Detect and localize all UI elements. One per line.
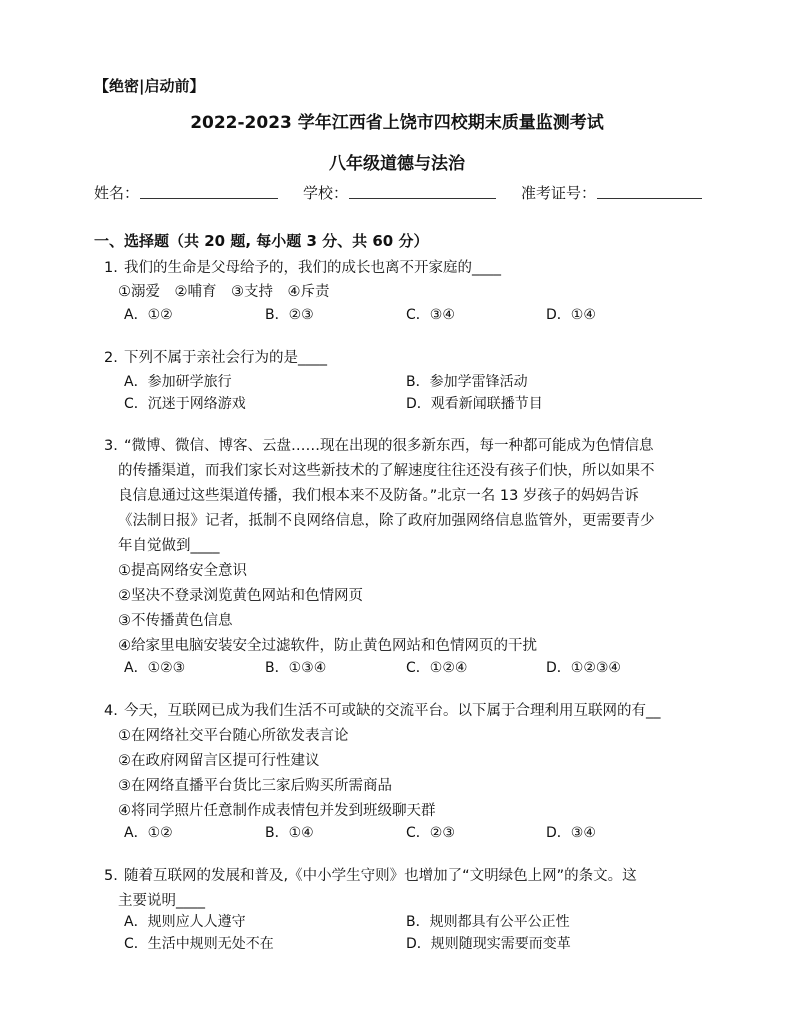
question-5-stem-line-2: 主要说明____ — [118, 893, 205, 909]
question-1-items: ①溺爱 ②哺育 ③支持 ④斥责 — [118, 284, 330, 300]
question-3-option-d[interactable]: D．①②③④ — [546, 660, 621, 676]
school-label: 学校： — [303, 184, 349, 202]
question-1-option-c[interactable]: C．③④ — [406, 307, 455, 323]
question-3-item-1: ①提高网络安全意识 — [118, 563, 247, 579]
question-5-option-b[interactable]: B．规则都具有公平公正性 — [406, 914, 570, 930]
question-1-number: 1. — [104, 260, 118, 276]
exam-title: 2022-2023 学年江西省上饶市四校期末质量监测考试 — [190, 113, 604, 133]
question-3-stem-line-4: 《法制日报》记者，抵制不良网络信息，除了政府加强网络信息监管外，更需要青少 — [118, 513, 655, 529]
question-4-option-c[interactable]: C．②③ — [406, 825, 455, 841]
question-3-item-2: ②坚决不登录浏览黄色网站和色情网页 — [118, 588, 363, 604]
question-4-item-4: ④将同学照片任意制作成表情包并发到班级聊天群 — [118, 803, 436, 819]
question-3-stem-line-2: 的传播渠道，而我们家长对这些新技术的了解速度往往还没有孩子们快，所以如果不 — [118, 463, 655, 479]
id-field[interactable] — [597, 198, 702, 199]
question-4-item-3: ③在网络直播平台货比三家后购买所需商品 — [118, 778, 392, 794]
question-5-stem-line-1: 随着互联网的发展和普及,《中小学生守则》也增加了“文明绿色上网”的条文。这 — [124, 868, 637, 884]
question-3-item-4: ④给家里电脑安装安全过滤软件，防止黄色网站和色情网页的干扰 — [118, 638, 537, 654]
question-3-number: 3. — [104, 438, 118, 454]
question-2-option-b[interactable]: B．参加学雷锋活动 — [406, 374, 528, 390]
name-label: 姓名： — [94, 184, 140, 202]
question-3-stem-line-3: 良信息通过这些渠道传播，我们根本来不及防备。”北京一名 13 岁孩子的妈妈告诉 — [118, 488, 639, 504]
question-3-item-3: ③不传播黄色信息 — [118, 613, 233, 629]
question-2-stem: 下列不属于亲社会行为的是____ — [124, 350, 327, 366]
question-2-number: 2. — [104, 350, 118, 366]
id-label: 准考证号： — [521, 184, 597, 202]
question-5-option-a[interactable]: A．规则应人人遵守 — [124, 914, 246, 930]
question-1-option-a[interactable]: A．①② — [124, 307, 173, 323]
subject-title: 八年级道德与法治 — [329, 154, 465, 174]
question-2-option-c[interactable]: C．沉迷于网络游戏 — [124, 396, 246, 412]
question-3-option-a[interactable]: A．①②③ — [124, 660, 186, 676]
question-4-item-1: ①在网络社交平台随心所欲发表言论 — [118, 728, 349, 744]
question-3-stem-line-1: “微博、微信、博客、云盘……现在出现的很多新东西，每一种都可能成为色情信息 — [124, 438, 654, 454]
question-3-option-b[interactable]: B．①③④ — [265, 660, 327, 676]
question-1-option-d[interactable]: D．①④ — [546, 307, 596, 323]
question-5-number: 5. — [104, 868, 118, 884]
question-4-option-b[interactable]: B．①④ — [265, 825, 314, 841]
question-4-option-a[interactable]: A．①② — [124, 825, 173, 841]
question-4-stem: 今天，互联网已成为我们生活不可或缺的交流平台。以下属于合理利用互联网的有__ — [124, 703, 661, 719]
question-2-option-a[interactable]: A．参加研学旅行 — [124, 374, 232, 390]
question-1-option-b[interactable]: B．②③ — [265, 307, 314, 323]
question-4-option-d[interactable]: D．③④ — [546, 825, 596, 841]
school-field[interactable] — [349, 198, 496, 199]
question-3-stem-line-5: 年自觉做到____ — [118, 538, 220, 554]
question-4-item-2: ②在政府网留言区提可行性建议 — [118, 753, 320, 769]
question-2-option-d[interactable]: D．观看新闻联播节目 — [406, 396, 543, 412]
question-5-option-d[interactable]: D．规则随现实需要而变革 — [406, 936, 571, 952]
secret-label: 【绝密|启动前】 — [94, 77, 205, 95]
question-3-option-c[interactable]: C．①②④ — [406, 660, 468, 676]
name-field[interactable] — [140, 198, 278, 199]
section-title: 一、选择题（共 20 题, 每小题 3 分、共 60 分） — [94, 232, 429, 250]
question-1-stem: 我们的生命是父母给予的，我们的成长也离不开家庭的____ — [124, 260, 501, 276]
question-5-option-c[interactable]: C．生活中规则无处不在 — [124, 936, 274, 952]
question-4-number: 4. — [104, 703, 118, 719]
